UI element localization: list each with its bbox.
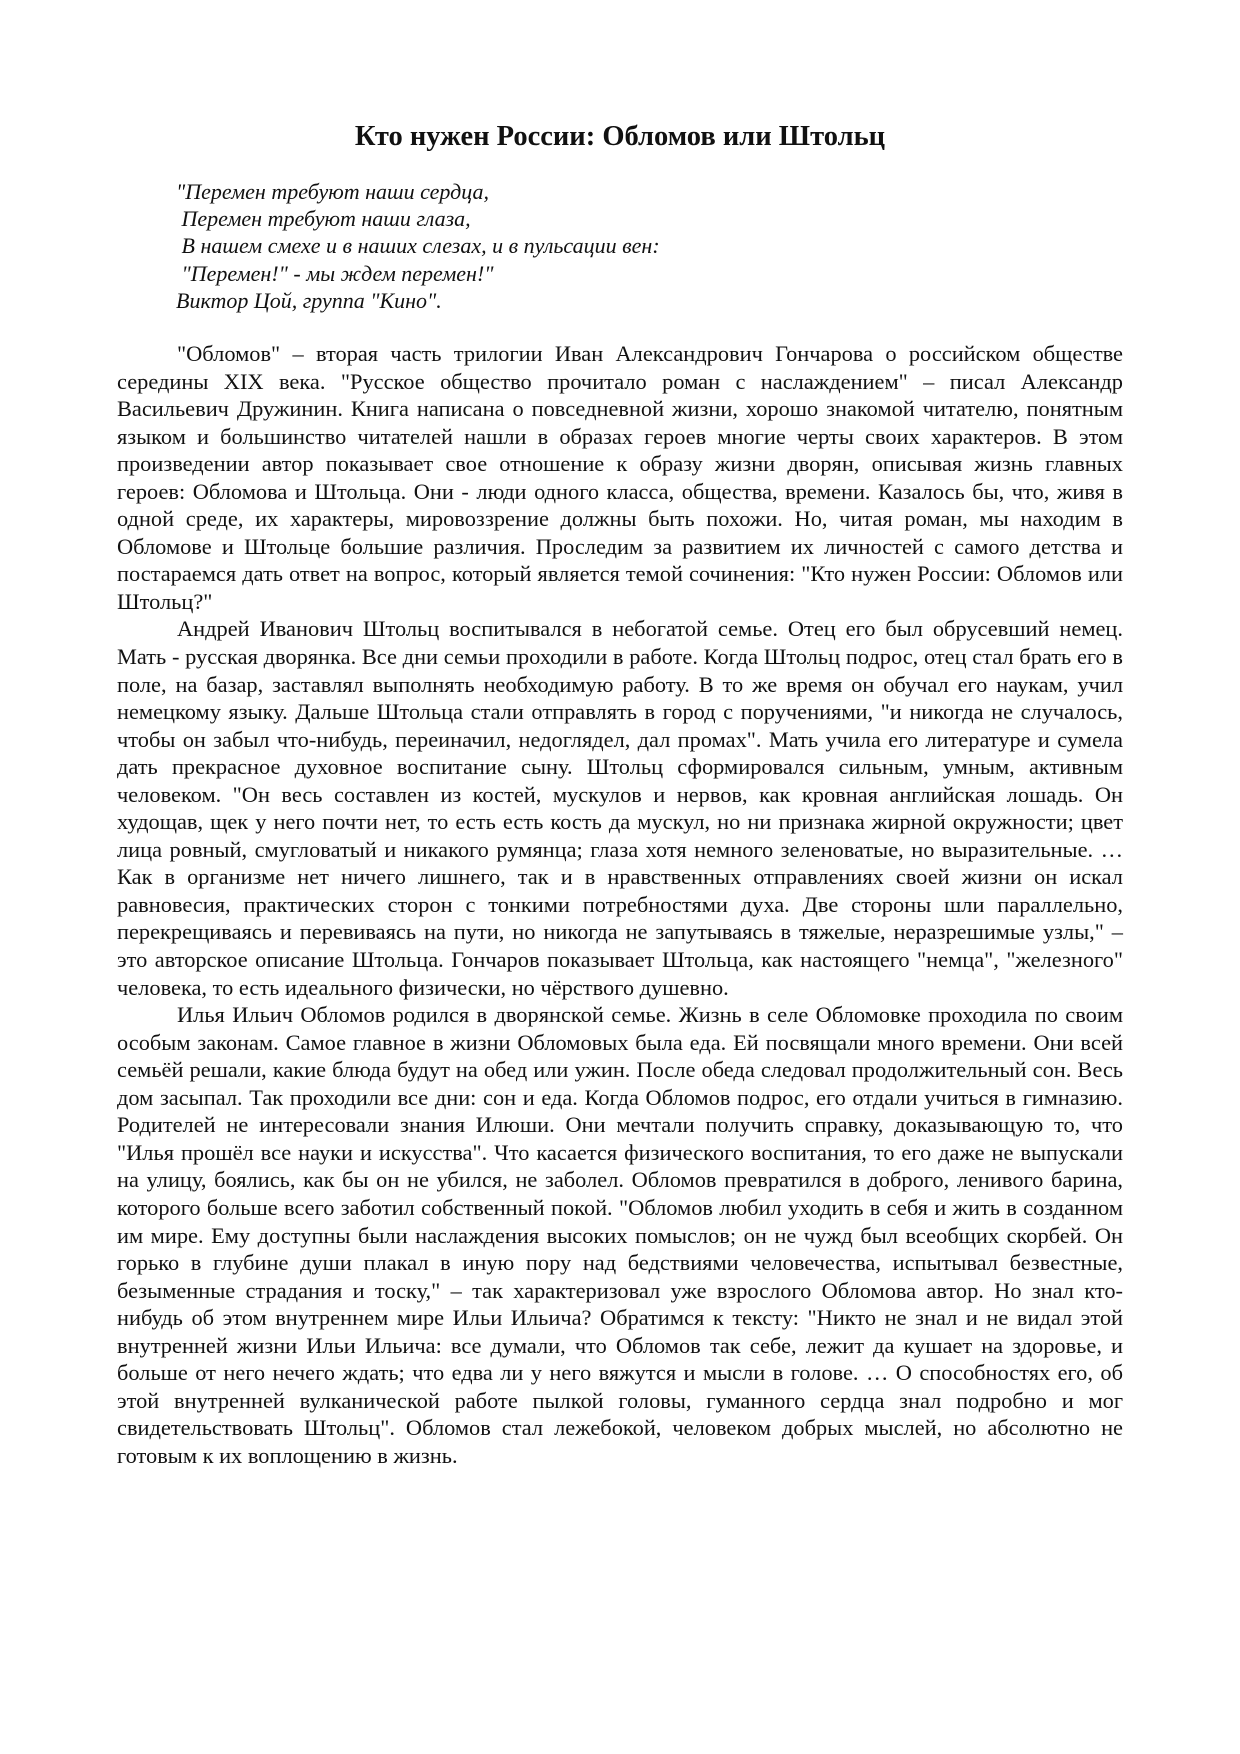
document-title: Кто нужен России: Обломов или Штольц	[354, 121, 886, 152]
epigraph-line: Перемен требуют наши глаза,	[176, 206, 471, 232]
epigraph-line: "Перемен!" - мы ждем перемен!"	[176, 260, 494, 286]
paragraph-oblomov: Илья Ильич Обломов родился в дворянской семье. Жизнь в селе Обломовке проходила по своим особым законам. Самое главное в жизни Обломовых была еда. Ей посвящали много времени. Они всей семьёй решали, какие блюда будут на обед или ужин. После обеда следовал продолжительный сон. Весь дом засыпал. Так проходили все дни: сон и еда. Когда Обломов подрос, его отдали учиться в гимназию. Родителей не интересовали знания Илюши. Они мечтали получить справку, доказывающую то, что "Илья прошёл все науки и искусства". Что касается физического воспитания, то его даже не выпускали на улицу, боялись, как бы он не убился, не заболел. Обломов превратился в доброго, ленивого барина, которого больше всего заботил собственный покой. "Обломов любил уходить в себя и жить в созданном им мире. Ему доступны были наслаждения высоких помыслов; он не чужд был всеобщих скорбей. Он горько в глубине души плакал в иную пору над бедствиями человечества, испытывал безвестные, безыменные страдания и тоску," – так характеризовал уже взрослого Обломова автор. Но знал кто-нибудь об этом внутреннем мире Ильи Ильича? Обратимся к тексту: "Никто не знал и не видал этой внутренней жизни Ильи Ильича: все думали, что Обломов так себе, лежит да кушает на здоровье, и больше от него нечего ждать; что едва ли у него вяжутся и мысли в голове. … О способностях его, об этой внутренней вулканической работе пылкой головы, гуманного сердца знал подробно и мог свидетельствовать Штольц". Обломов стал лежебокой, человеком добрых мыслей, но абсолютно не готовым к их воплощению в жизнь.	[117, 1002, 1123, 1468]
epigraph-attribution: Виктор Цой, группа "Кино".	[176, 287, 442, 313]
epigraph	[176, 178, 1076, 314]
epigraph-line: "Перемен требуют наши сердца,	[176, 179, 489, 204]
essay-body	[117, 340, 1123, 1469]
paragraph-stolz: Андрей Иванович Штольц воспитывался в небогатой семье. Отец его был обрусевший немец. Мать - русская дворянка. Все дни семьи проходили в работе. Когда Штольц подрос, отец стал брать его в поле, на базар, заставлял выполнять необходимую работу. В то же время он обучал его наукам, учил немецкому языку. Дальше Штольца стали отправлять в город с поручениями, "и никогда не случалось, чтобы он забыл что-нибудь, переиначил, недоглядел, дал промах". Мать учила его литературе и сумела дать прекрасное духовное воспитание сыну. Штольц сформировался сильным, умным, активным человеком. "Он весь составлен из костей, мускулов и нервов, как кровная английская лошадь. Он худощав, щек у него почти нет, то есть есть кость да мускул, но ни признака жирной окружности; цвет лица ровный, смугловатый и никакого румянца; глаза хотя немного зеленоватые, но выразительные. … Как в организме нет ничего лишнего, так и в нравственных отправлениях своей жизни он искал равновесия, практических сторон с тонкими потребностями духа. Две стороны шли параллельно, перекрещиваясь и перевиваясь на пути, но никогда не запутываясь в тяжелые, неразрешимые узлы," – это авторское описание Штольца. Гончаров показывает Штольца, как настоящего "немца", "железного" человека, то есть идеального физически, но чёрствого душевно.	[117, 616, 1123, 1000]
epigraph-line: В нашем смехе и в наших слезах, и в пульсации вен:	[176, 233, 660, 259]
paragraph-intro: "Обломов" – вторая часть трилогии Иван Александрович Гончарова о российском обществе середины XIX века. "Русское общество прочитало роман с наслаждением" – писал Александр Васильевич Дружинин. Книга написана о повседневной жизни, хорошо знакомой читателю, понятным языком и большинство читателей нашли в образах героев многие черты своих характеров. В этом произведении автор показывает свое отношение к образу жизни дворян, описывая жизнь главных героев: Обломова и Штольца. Они - люди одного класса, общества, времени. Казалось бы, что, живя в одной среде, их характеры, мировоззрение должны быть похожи. Но, читая роман, мы находим в Обломове и Штольце большие различия. Проследим за развитием их личностей с самого детства и постараемся дать ответ на вопрос, который является темой сочинения: "Кто нужен России: Обломов или Штольц?"	[117, 341, 1123, 614]
